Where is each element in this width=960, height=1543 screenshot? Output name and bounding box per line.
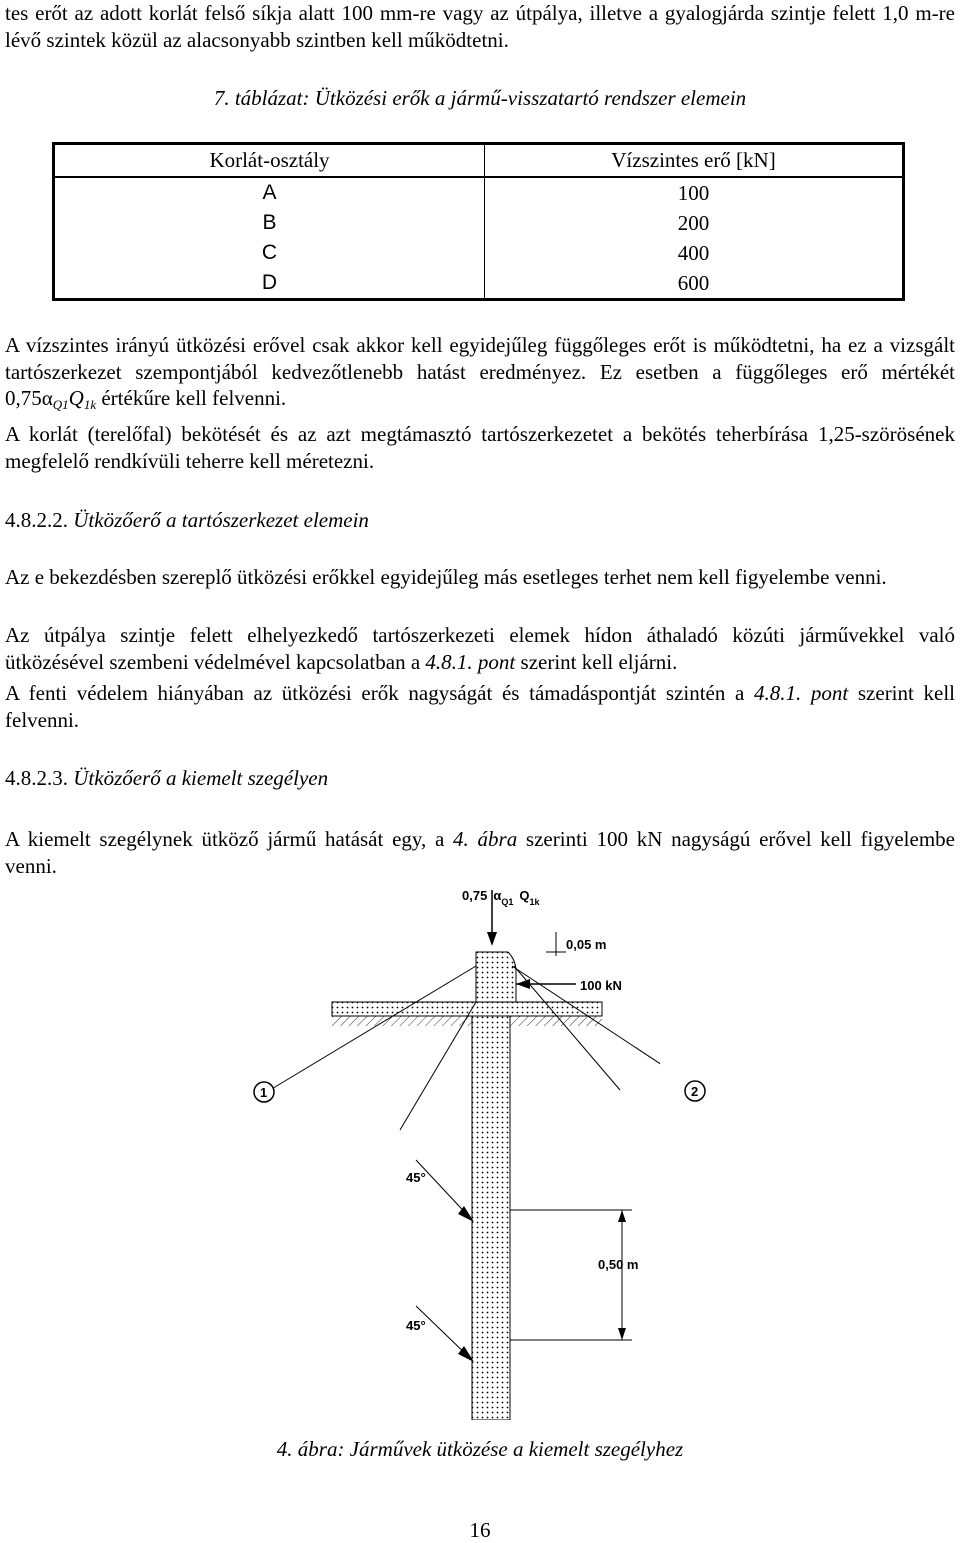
table-cell-force: 200 bbox=[677, 210, 710, 235]
kerb-shape bbox=[476, 952, 516, 1002]
page-number: 16 bbox=[469, 1518, 491, 1542]
table-header-force: Vízszintes erő [kN] bbox=[485, 144, 904, 178]
vertical-force-paragraph bbox=[5, 332, 955, 412]
para1-text-b: értékűre kell felvenni. bbox=[96, 386, 287, 410]
callout-2-badge bbox=[682, 1078, 708, 1104]
ground-hatch-right bbox=[510, 1016, 602, 1026]
intro-paragraph: tes erőt az adott korlát felső síkja alatt 100 mm-re vagy az útpálya, illetve a gyalogjárda szintje felett 1,0 m-re lévő szintek közül az alacsonyabb szintben kell működtetni. bbox=[5, 1, 955, 52]
q-subscript: 1k bbox=[83, 397, 97, 412]
callout-1-label: 1 bbox=[260, 1085, 268, 1100]
table-cell-class: D bbox=[54, 268, 485, 300]
section-number: 4.8.2.2. bbox=[5, 508, 68, 532]
para6-text-a: A kiemelt szegélynek ütköző jármű hatását egy, a bbox=[5, 827, 454, 851]
para5-text-b: szerint kell felvenni. bbox=[5, 681, 955, 732]
label-vertical-force: 0,75 $\alpha_{Q1}$ $Q_{1k}$ bbox=[462, 888, 540, 907]
callout-2-label: 2 bbox=[691, 1084, 699, 1099]
para4-text-a: Az útpálya szintje felett elhelyezkedő tartószerkezeti elemek hídon áthaladó közúti járművekkel való ütközésével szembeni védelmével kapcsolatban a bbox=[5, 623, 955, 674]
section-title: Ütközőerő a kiemelt szegélyen bbox=[68, 766, 329, 790]
q-symbol: Q bbox=[68, 386, 84, 410]
kerb-impact-figure bbox=[240, 880, 660, 1420]
figure-caption: 4. ábra: Járművek ütközése a kiemelt szegélyhez bbox=[276, 1437, 684, 1461]
alpha-subscript: Q1 bbox=[52, 397, 69, 412]
table-cell-class: C bbox=[54, 238, 485, 268]
para6-text-b: szerinti 100 kN nagyságú erővel kell figyelembe venni. bbox=[5, 827, 955, 878]
impact-force-table bbox=[52, 142, 905, 301]
table-header-class: Korlát-osztály bbox=[54, 144, 485, 178]
deck-slab bbox=[332, 1002, 602, 1016]
dim-050-arrow-up bbox=[618, 1210, 626, 1222]
table-cell-force: 100 bbox=[677, 180, 710, 205]
table-row bbox=[54, 238, 904, 268]
table-cell-class: A bbox=[54, 177, 485, 208]
table-caption: 7. táblázat: Ütközési erők a jármű-visszatartó rendszer elemein bbox=[213, 86, 747, 110]
table-cell-force: 600 bbox=[677, 270, 710, 295]
protection-paragraph bbox=[5, 622, 955, 675]
support-wall bbox=[472, 1016, 510, 1420]
callout-1-leader bbox=[270, 966, 476, 1090]
section-heading-4823 bbox=[5, 766, 328, 791]
label-45-bottom: 45° bbox=[406, 1318, 426, 1333]
connection-paragraph: A korlát (terelőfal) bekötését és az azt megtámasztó tartószerkezetet a bekötés teherbírása 1,25-szörösének megfelelő rendkívüli teherre kell méretezni. bbox=[5, 422, 955, 473]
section-reference: 4.8.1. pont bbox=[425, 649, 516, 674]
para4-text-b: szerint kell eljárni. bbox=[515, 649, 678, 674]
no-protection-paragraph bbox=[5, 680, 955, 733]
figure-reference: 4. ábra bbox=[453, 827, 518, 851]
table-row bbox=[54, 177, 904, 208]
vertical-force-arrowhead bbox=[487, 932, 497, 946]
label-45-top: 45° bbox=[406, 1170, 426, 1185]
ground-hatch-left bbox=[332, 1016, 472, 1026]
label-005m: 0,05 m bbox=[566, 937, 607, 952]
horizontal-force-arrowhead bbox=[516, 979, 530, 989]
table-header-row bbox=[54, 144, 904, 178]
section-reference: 4.8.1. pont bbox=[754, 681, 849, 705]
para1-text-a: A vízszintes irányú ütközési erővel csak akkor kell egyidejűleg függőleges erőt is működtetni, ha ez a vizsgált tartószerkezet szempontjából kedvezőtlenebb hatást eredményez. Ez esetben a függőleges erő mértékét 0,75α bbox=[5, 333, 955, 410]
simultaneous-load-paragraph: Az e bekezdésben szereplő ütközési erőkkel egyidejűleg más esetleges terhet nem kell figyelembe venni. bbox=[5, 565, 887, 589]
table-cell-force: 400 bbox=[677, 240, 710, 265]
section-number: 4.8.2.3. bbox=[5, 766, 68, 790]
table-row bbox=[54, 268, 904, 300]
para5-text-a: A fenti védelem hiányában az ütközési erők nagyságát és támadáspontját szintén a bbox=[5, 681, 754, 705]
table-cell-class: B bbox=[54, 208, 485, 238]
label-100kn: 100 kN bbox=[580, 978, 622, 993]
section-title: Ütközőerő a tartószerkezet elemein bbox=[68, 508, 369, 532]
label-050m: 0,50 m bbox=[598, 1257, 639, 1272]
section-heading-4822 bbox=[5, 508, 369, 533]
kerb-paragraph bbox=[5, 826, 955, 879]
table-row bbox=[54, 208, 904, 238]
dim-050-arrow-down bbox=[618, 1328, 626, 1340]
